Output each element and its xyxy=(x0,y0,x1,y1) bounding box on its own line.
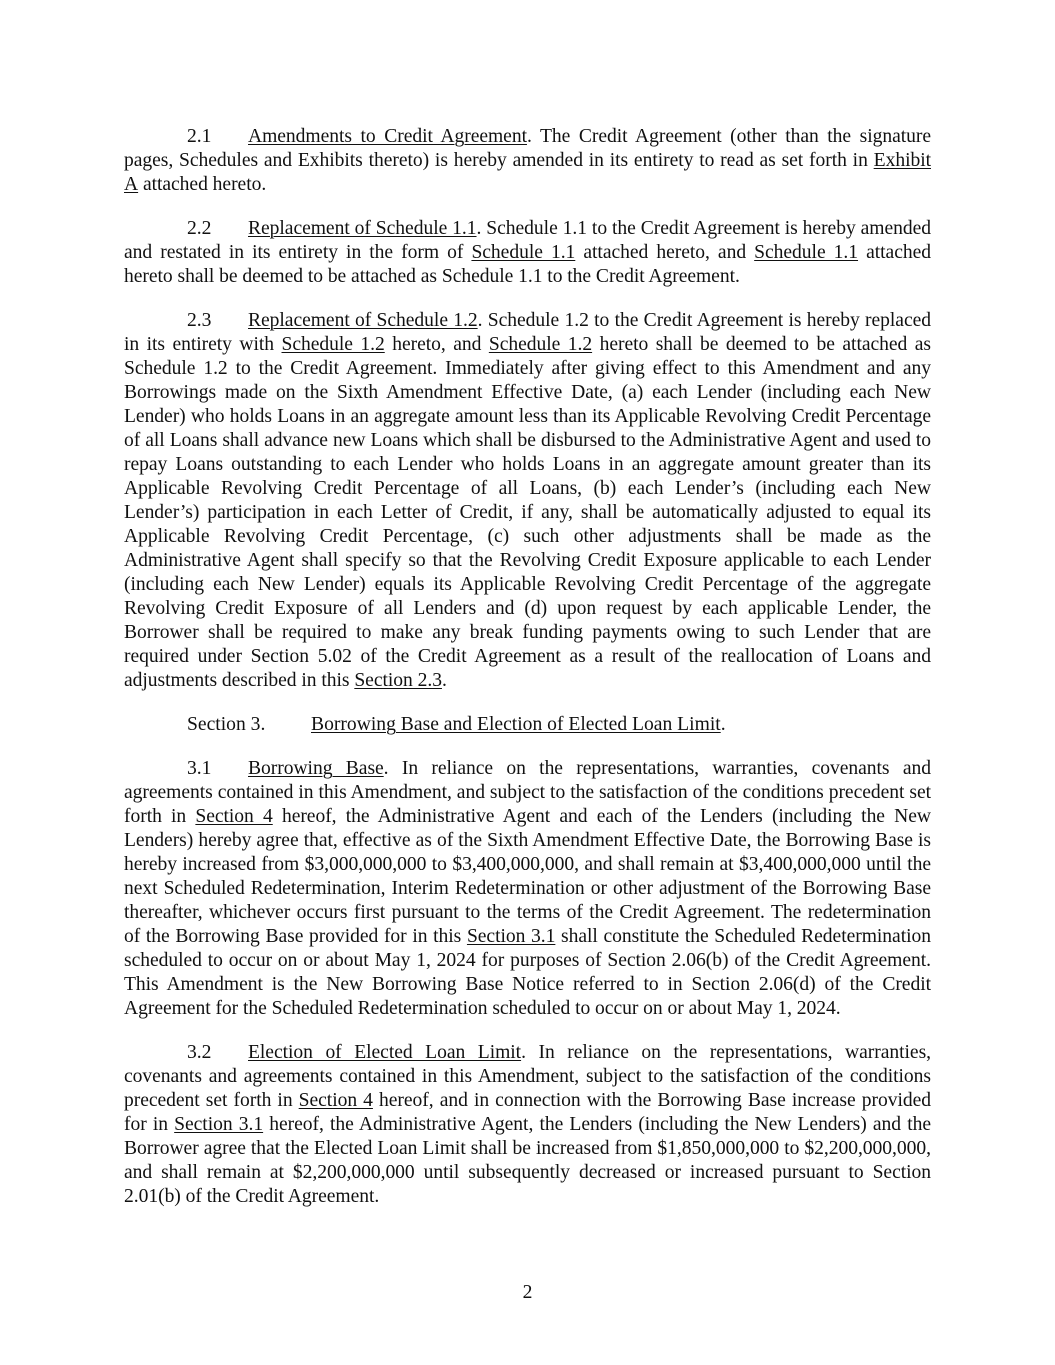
paragraph-text: . Schedule 1.2 to the Credit Agreement is hereby replaced in its entirety with xyxy=(124,310,931,355)
paragraph-title: Election of Elected Loan Limit xyxy=(248,1042,522,1063)
paragraph-text: hereto, and xyxy=(384,334,489,355)
paragraph-text: hereof, the Administrative Agent, the Lenders (including the New Lenders) and the Borrower agree that the Elected Loan Limit shall be increased from $1,850,000,000 to $2,200,000,000, and shall remain at $2,200,000,000 until subsequently decreased or increased pursuant to Section 2.01(b) of the Credit Agreement. xyxy=(124,1114,931,1207)
paragraph-number: 2.3 xyxy=(187,310,212,331)
paragraph-text: . xyxy=(441,670,447,691)
paragraph-number: 3.2 xyxy=(187,1042,212,1063)
cross-reference: Section 2.3 xyxy=(354,670,442,691)
paragraph-title: Replacement of Schedule 1.2 xyxy=(248,310,478,331)
paragraph-number: 2.1 xyxy=(187,126,212,147)
cross-reference: Exhibit A xyxy=(124,150,931,195)
paragraph-number: 3.1 xyxy=(187,758,212,779)
paragraph-text: attached hereto, and xyxy=(575,242,755,263)
page-number: 2 xyxy=(522,1282,533,1303)
document-body xyxy=(124,125,931,1229)
paragraph-text: shall constitute the Scheduled Redetermination scheduled to occur on or about May 1, 2024 for purposes of Section 2.06(b) of the Credit Agreement. This Amendment is the New Borrowing Base Notice referred to in Section 2.06(d) of the Credit Agreement for the Scheduled Redetermination scheduled to occur on or about May 1, 2024. xyxy=(124,926,931,1019)
paragraph-title: Replacement of Schedule 1.1 xyxy=(248,218,477,239)
paragraph-title: Borrowing Base xyxy=(248,758,384,779)
paragraph-text: hereof, the Administrative Agent and each of the Lenders (including the New Lenders) hereby agree that, effective as of the Sixth Amendment Effective Date, the Borrowing Base is hereby increased from $3,000,000,000 to $3,400,000,000, and shall remain at $3,400,000,000 until the next Scheduled Redetermination, Interim Redetermination or other adjustment of the Borrowing Base thereafter, whichever occurs first pursuant to the terms of the Credit Agreement. The redetermination of the Borrowing Base provided for in this xyxy=(124,806,931,947)
section-number: Section 3. xyxy=(187,714,266,735)
paragraph-title: Amendments to Credit Agreement xyxy=(248,126,527,147)
section-3-heading xyxy=(124,713,931,737)
paragraph-text: . Schedule 1.1 to the Credit Agreement is hereby amended and restated in its entirety in the form of xyxy=(124,218,931,263)
paragraph-2-3 xyxy=(124,309,931,693)
paragraph-2-2 xyxy=(124,217,931,289)
paragraph-text: attached hereto. xyxy=(138,174,267,195)
cross-reference: Schedule 1.1 xyxy=(754,242,859,263)
paragraph-text: . In reliance on the representations, warranties, covenants and agreements contained in this Amendment, subject to the satisfaction of the conditions precedent set forth in xyxy=(124,1042,931,1111)
cross-reference: Schedule 1.2 xyxy=(281,334,385,355)
cross-reference: Section 3.1 xyxy=(466,926,556,947)
paragraph-2-1 xyxy=(124,125,931,197)
paragraph-number: 2.2 xyxy=(187,218,212,239)
paragraph-text: hereto shall be deemed to be attached as Schedule 1.2 to the Credit Agreement. Immediately after giving effect to this Amendment and any Borrowings made on the Sixth Amendment Effective Date, (a) each Lender (including each New Lender) who holds Loans in an aggregate amount less than its Applicable Revolving Credit Percentage of all Loans shall advance new Loans which shall be disbursed to the Administrative Agent and used to repay Loans outstanding to each Lender who holds Loans in an aggregate amount greater than its Applicable Revolving Credit Percentage of all Loans, (b) each Lender’s (including each New Lender’s) participation in each Letter of Credit, if any, shall be automatically adjusted to equal its Applicable Revolving Credit Percentage, (c) such other adjustments shall be made as the Administrative Agent shall specify so that the Revolving Credit Exposure applicable to each Lender (including each New Lender) equals its Applicable Revolving Credit Percentage of the aggregate Revolving Credit Exposure of all Lenders and (d) upon request by each applicable Lender, the Borrower shall be required to make any break funding payments owing to such Lender that are required under Section 5.02 of the Credit Agreement as a result of the reallocation of Loans and adjustments described in this xyxy=(124,334,931,691)
paragraph-3-1 xyxy=(124,757,931,1021)
section-title: Borrowing Base and Election of Elected Loan Limit xyxy=(311,714,721,735)
cross-reference: Section 3.1 xyxy=(174,1114,264,1135)
cross-reference: Section 4 xyxy=(298,1090,373,1111)
paragraph-text: attached hereto shall be deemed to be attached as Schedule 1.1 to the Credit Agreement. xyxy=(124,242,931,287)
paragraph-text: . In reliance on the representations, warranties, covenants and agreements contained in this Amendment, and subject to the satisfaction of the conditions precedent set forth in xyxy=(124,758,931,827)
paragraph-3-2 xyxy=(124,1041,931,1209)
paragraph-text: hereof, and in connection with the Borrowing Base increase provided for in xyxy=(124,1090,931,1135)
cross-reference: Schedule 1.1 xyxy=(471,242,576,263)
section-title-period: . xyxy=(720,714,726,735)
paragraph-text: . The Credit Agreement (other than the signature pages, Schedules and Exhibits thereto) is hereby amended in its entirety to read as set forth in xyxy=(124,126,931,171)
cross-reference: Section 4 xyxy=(195,806,273,827)
cross-reference: Schedule 1.2 xyxy=(488,334,593,355)
